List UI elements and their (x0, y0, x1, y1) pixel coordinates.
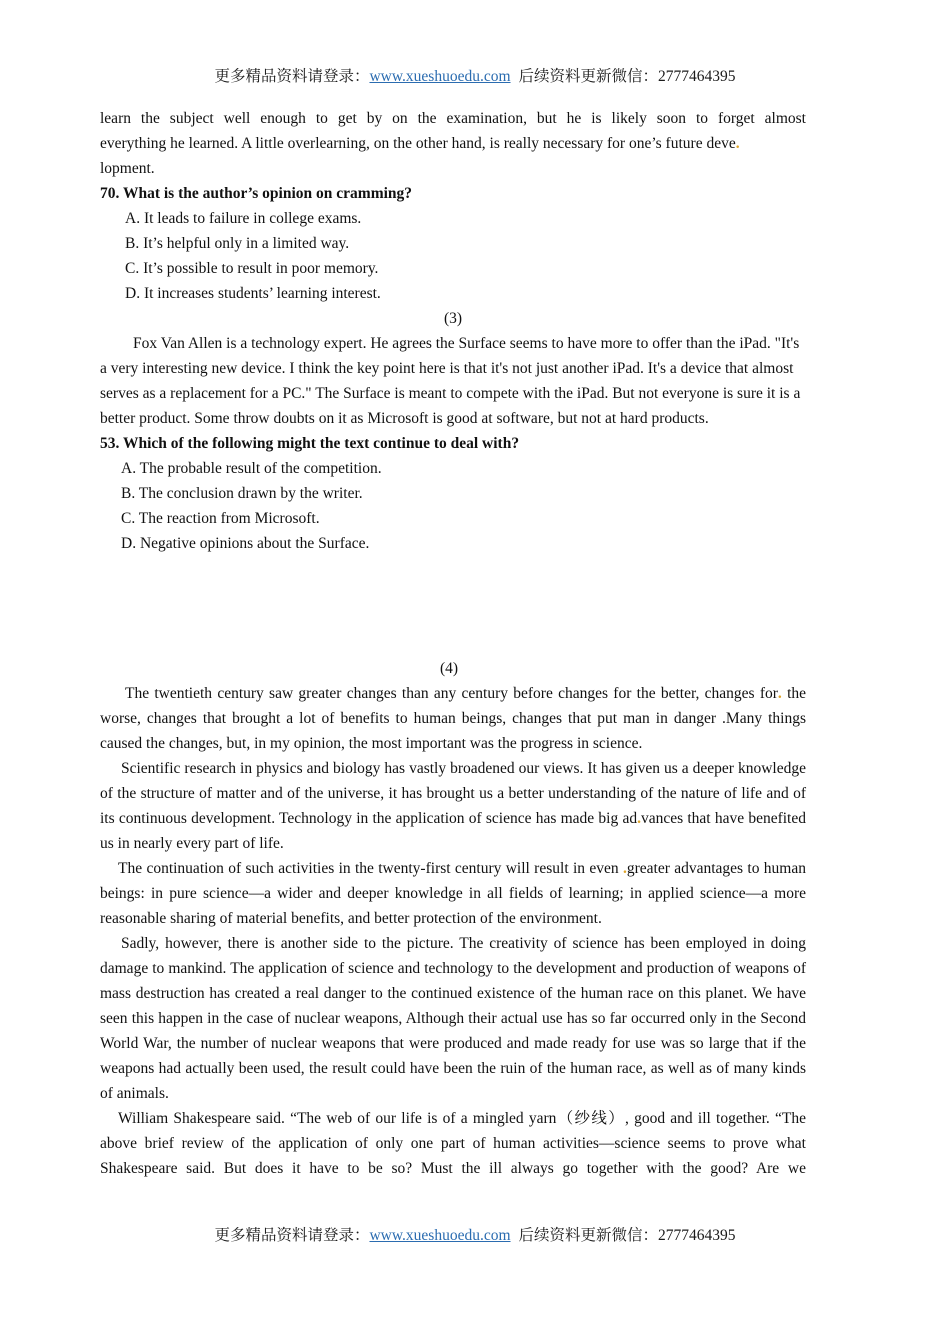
section-4-label: (4) (439, 660, 459, 677)
question-53-option-b: B. The conclusion drawn by the writer. (121, 485, 363, 502)
section-3-label: (3) (443, 310, 463, 327)
question-53-option-c: C. The reaction from Microsoft. (121, 510, 320, 527)
question-70-title: 70. What is the author’s opinion on cramming? (100, 185, 413, 202)
section-3-paragraph: Fox Van Allen is a technology expert. He agrees the Surface seems to have more to offer than the iPad. "It's a very interesting new device. I think the key point here is that it's not just another iPad. It's a device that almost serves as a replacement for a PC." The Surface is meant to compete with the iPad. But not everyone is sure it is a better product. Some throw doubts on it as Microsoft is good at software, but not at hard products. (100, 335, 801, 427)
section-4-paragraph-4: Sadly, however, there is another side to the picture. The creativity of science has been employed in doing damage to mankind. The application of science and technology to the development and production of weapons of mass destruction has created a real danger to the continued existence of the human race on this planet. We have seen this happen in the case of nuclear weapons, Although their actual use has so far occurred only in the Second World War, the number of nuclear weapons that were produced and made ready for use was so large that if the weapons had actually been used, the result could have been the ruin of the human race, as well as of many kinds of animals. (100, 935, 806, 1102)
question-70-option-b: B. It’s helpful only in a limited way. (125, 235, 350, 252)
section-4-paragraph-3 (100, 856, 806, 931)
paragraph-text: vances that have benefited us in nearly every part of life. (100, 810, 806, 852)
highlight-mark: . (735, 135, 740, 152)
question-70-option-d: D. It increases students’ learning interest. (125, 285, 381, 302)
paragraph-text: The twentieth century saw greater changes than any century before changes for the better, changes for (125, 685, 778, 702)
document-body (100, 106, 806, 1181)
passage-continuation-line2 (100, 131, 806, 156)
footer-link[interactable]: www.xueshuoedu.com (369, 1227, 511, 1244)
header-prefix: 更多精品资料请登录： (214, 68, 370, 85)
section-4-paragraph-1 (100, 681, 806, 756)
highlight-mark: . (637, 810, 641, 827)
question-53-title: 53. Which of the following might the text continue to deal with? (100, 435, 520, 452)
section-4-paragraph-2 (100, 756, 806, 856)
passage-continuation-line1: learn the subject well enough to get by on the examination, but he is likely soon to forget almost (100, 110, 806, 127)
highlight-mark: . (777, 685, 782, 702)
paragraph-text: greater advantages to human beings: in pure science—a wider and deeper knowledge in all fields of learning; in applied science—a more reasonable sharing of material benefits, and better protection of the environment. (100, 860, 806, 927)
continuation-text: everything he learned. A little overlearning, on the other hand, is really necessary for one’s future deve (100, 135, 736, 152)
question-53-option-a: A. The probable result of the competition. (121, 460, 382, 477)
question-70-option-c: C. It’s possible to result in poor memory. (125, 260, 379, 277)
section-4-paragraph-5: William Shakespeare said. “The web of our life is of a mingled yarn（纱线）, good and ill together. “The above brief review of the application of only one part of human activities—science seems to prove what Shakespeare said. But does it have to be so? Must the ill always go together with the good? Are we (100, 1110, 806, 1177)
header-link[interactable]: www.xueshuoedu.com (369, 68, 511, 85)
paragraph-text: the worse, changes that brought a lot of benefits to human beings, changes that put man in danger .Many things caused the changes, but, in my opinion, the most important was the progress in science. (100, 685, 807, 752)
footer-suffix: 后续资料更新微信：2777464395 (518, 1227, 736, 1244)
paragraph-text: The continuation of such activities in the twenty-first century will result in even (118, 860, 623, 877)
header-banner (0, 67, 950, 87)
blank-space (100, 556, 806, 656)
question-70-option-a: A. It leads to failure in college exams. (125, 210, 362, 227)
highlight-mark: . (622, 860, 627, 877)
paragraph-text: Scientific research in physics and biology has vastly broadened our views. It has given us a deeper knowledge of the structure of matter and of the universe, it has brought us a better understanding of the nature of life and of its continuous development. Technology in the application of science has made big ad (100, 760, 806, 827)
footer-banner (0, 1226, 950, 1246)
footer-prefix: 更多精品资料请登录： (214, 1227, 370, 1244)
header-suffix: 后续资料更新微信：2777464395 (518, 68, 736, 85)
passage-continuation-line3: lopment. (100, 160, 155, 177)
question-53-option-d: D. Negative opinions about the Surface. (121, 535, 370, 552)
